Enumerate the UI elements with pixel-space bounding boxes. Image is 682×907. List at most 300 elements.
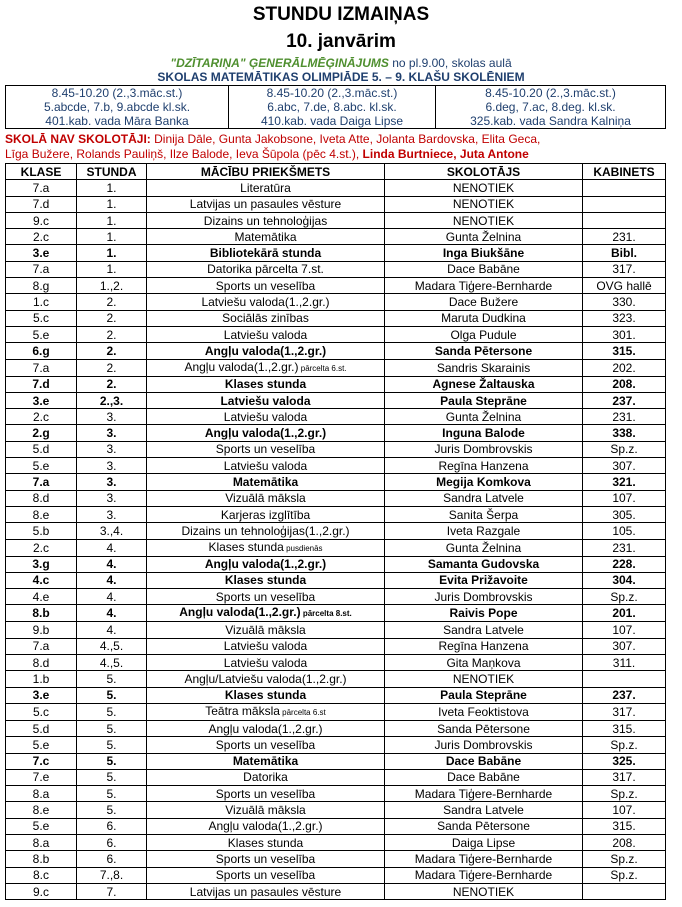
kabinets-cell: 304. — [583, 572, 666, 588]
table-row — [6, 326, 666, 342]
table-row — [6, 409, 666, 425]
absent-line1: Dinija Dāle, Gunta Jakobsone, Iveta Atte, Jolanta Bardovska, Elita Geca, — [150, 132, 541, 146]
col-skolotajs: SKOLOTĀJS — [385, 164, 583, 180]
klase-cell: 8.e — [6, 802, 77, 818]
klase-cell: 3.e — [6, 245, 77, 261]
klase-cell: 5.e — [6, 737, 77, 753]
skolotajs-cell: Paula Steprāne — [385, 687, 583, 703]
subject-text: Matemātika — [232, 474, 299, 489]
stunda-cell: 1. — [77, 196, 147, 212]
subject-text: Klases stunda — [224, 688, 307, 703]
subject-text: Klases stunda — [224, 377, 307, 392]
prieksmets-cell — [147, 883, 385, 899]
kabinets-cell: 208. — [583, 834, 666, 850]
prieksmets-cell — [147, 589, 385, 605]
klase-cell: 3.e — [6, 687, 77, 703]
table-row — [6, 376, 666, 392]
skolotajs-cell: Samanta Gudovska — [385, 556, 583, 572]
olympiad-room: 410.kab. vada Daiga Lipse — [260, 114, 404, 128]
klase-cell: 8.c — [6, 867, 77, 883]
olympiad-classes: 6.abc, 7.de, 8.abc. kl.sk. — [267, 100, 397, 114]
olympiad-cell — [229, 86, 436, 129]
kabinets-cell: 315. — [583, 343, 666, 359]
subject-text: Datorika — [243, 770, 288, 785]
klase-cell: 5.d — [6, 441, 77, 457]
skolotajs-cell: Raivis Pope — [385, 605, 583, 622]
skolotajs-cell: Inga Biukšāne — [385, 245, 583, 261]
table-row — [6, 441, 666, 457]
skolotajs-cell: NENOTIEK — [385, 180, 583, 196]
klase-cell: 8.e — [6, 506, 77, 522]
skolotajs-cell: Gunta Želnina — [385, 229, 583, 245]
klase-cell: 3.g — [6, 556, 77, 572]
kabinets-cell: 231. — [583, 539, 666, 556]
table-row — [6, 769, 666, 785]
skolotajs-cell: Gunta Želnina — [385, 409, 583, 425]
stunda-cell: 2. — [77, 294, 147, 310]
skolotajs-cell: Sandra Latvele — [385, 802, 583, 818]
subject-text: Latviešu valoda — [223, 655, 308, 670]
table-row — [6, 392, 666, 408]
stunda-cell: 3.,4. — [77, 523, 147, 539]
stunda-cell: 5. — [77, 786, 147, 802]
kabinets-cell: 301. — [583, 326, 666, 342]
olympiad-cell — [6, 86, 229, 129]
skolotajs-cell: Evita Prižavoite — [385, 572, 583, 588]
skolotajs-cell: NENOTIEK — [385, 212, 583, 228]
subject-text: Sports un veselība — [215, 737, 316, 752]
stunda-cell: 1. — [77, 245, 147, 261]
table-header — [6, 164, 666, 180]
table-row — [6, 310, 666, 326]
kabinets-cell: 231. — [583, 409, 666, 425]
kabinets-cell: 202. — [583, 359, 666, 376]
kabinets-cell: 323. — [583, 310, 666, 326]
klase-cell: 5.d — [6, 720, 77, 736]
absent-teachers — [5, 132, 677, 162]
stunda-cell: 2. — [77, 326, 147, 342]
prieksmets-cell — [147, 720, 385, 736]
prieksmets-cell — [147, 867, 385, 883]
stunda-cell: 5. — [77, 687, 147, 703]
klase-cell: 3.e — [6, 392, 77, 408]
prieksmets-cell — [147, 737, 385, 753]
subject-text: Sports un veselība — [215, 278, 316, 293]
subject-text: Sports un veselība — [215, 786, 316, 801]
stunda-cell: 5. — [77, 671, 147, 687]
skolotajs-cell: Sanda Pētersone — [385, 818, 583, 834]
table-row — [6, 687, 666, 703]
stunda-cell: 3. — [77, 458, 147, 474]
kabinets-cell: 228. — [583, 556, 666, 572]
subject-text: Angļu valoda(1.,2.gr.) — [208, 819, 323, 834]
table-row — [6, 703, 666, 720]
prieksmets-cell — [147, 261, 385, 277]
table-row — [6, 720, 666, 736]
skolotajs-cell: Maruta Dudkina — [385, 310, 583, 326]
skolotajs-cell: Regīna Hanzena — [385, 638, 583, 654]
kabinets-cell: OVG hallē — [583, 278, 666, 294]
stunda-cell: 5. — [77, 720, 147, 736]
prieksmets-cell — [147, 490, 385, 506]
subject-text: Angļu valoda(1.,2.gr.) — [184, 359, 299, 374]
page-title: STUNDU IZMAIŅAS — [252, 4, 430, 25]
subject-text: Latviešu valoda — [223, 409, 308, 424]
skolotajs-cell: Sandra Latvele — [385, 622, 583, 638]
subject-text: Dizains un tehnoloģijas(1.,2.gr.) — [181, 523, 350, 538]
prieksmets-cell — [147, 605, 385, 622]
prieksmets-cell — [147, 753, 385, 769]
subject-text: Matemātika — [232, 754, 299, 769]
kabinets-cell: 307. — [583, 638, 666, 654]
skolotajs-cell: Sandra Latvele — [385, 490, 583, 506]
subject-text: Latviešu valoda — [220, 393, 311, 408]
kabinets-cell — [583, 671, 666, 687]
table-row — [6, 490, 666, 506]
kabinets-cell: 311. — [583, 655, 666, 671]
kabinets-cell: Sp.z. — [583, 441, 666, 457]
stunda-cell: 3. — [77, 425, 147, 441]
subject-text: Sports un veselība — [215, 851, 316, 866]
stunda-cell: 2. — [77, 343, 147, 359]
subject-note: pārcelta 8.st. — [300, 609, 352, 619]
table-row — [6, 425, 666, 441]
klase-cell: 4.c — [6, 572, 77, 588]
table-row — [6, 802, 666, 818]
klase-cell: 7.c — [6, 753, 77, 769]
prieksmets-cell — [147, 506, 385, 522]
stunda-cell: 1. — [77, 212, 147, 228]
stunda-cell: 1.,2. — [77, 278, 147, 294]
kabinets-cell: Bibl. — [583, 245, 666, 261]
subject-text: Latviešu valoda — [223, 639, 308, 654]
kabinets-cell: 305. — [583, 506, 666, 522]
subject-text: Angļu valoda(1.,2.gr.) — [208, 721, 323, 736]
subject-text: Latvijas un pasaules vēsture — [189, 884, 342, 899]
kabinets-cell: 307. — [583, 458, 666, 474]
stunda-cell: 2.,3. — [77, 392, 147, 408]
stunda-cell: 3. — [77, 474, 147, 490]
subject-text: Literatūra — [240, 180, 291, 195]
prieksmets-cell — [147, 769, 385, 785]
prieksmets-cell — [147, 359, 385, 376]
kabinets-cell: 231. — [583, 229, 666, 245]
table-row — [6, 556, 666, 572]
skolotajs-cell: Sanda Pētersone — [385, 720, 583, 736]
klase-cell: 2.g — [6, 425, 77, 441]
prieksmets-cell — [147, 326, 385, 342]
subject-text: Latviešu valoda — [223, 458, 308, 473]
olympiad-classes: 6.deg, 7.ac, 8.deg. kl.sk. — [485, 100, 616, 114]
col-klase: KLASE — [6, 164, 77, 180]
skolotajs-cell: Megija Komkova — [385, 474, 583, 490]
kabinets-cell: 315. — [583, 720, 666, 736]
kabinets-cell: Sp.z. — [583, 786, 666, 802]
stunda-cell: 4. — [77, 605, 147, 622]
kabinets-cell: 317. — [583, 769, 666, 785]
klase-cell: 5.b — [6, 523, 77, 539]
table-row — [6, 753, 666, 769]
subject-text: Sports un veselība — [215, 589, 316, 604]
klase-cell: 7.d — [6, 196, 77, 212]
stunda-cell: 6. — [77, 851, 147, 867]
prieksmets-cell — [147, 392, 385, 408]
skolotajs-cell: Regīna Hanzena — [385, 458, 583, 474]
prieksmets-cell — [147, 687, 385, 703]
subject-text: Karjeras izglītība — [220, 507, 311, 522]
table-row — [6, 506, 666, 522]
table-row — [6, 622, 666, 638]
prieksmets-cell — [147, 376, 385, 392]
table-row — [6, 458, 666, 474]
kabinets-cell: 107. — [583, 622, 666, 638]
subject-text: Angļu valoda(1.,2.gr.) — [204, 426, 327, 441]
kabinets-cell — [583, 212, 666, 228]
stunda-cell: 4. — [77, 572, 147, 588]
table-row — [6, 474, 666, 490]
kabinets-cell: 317. — [583, 703, 666, 720]
skolotajs-cell: Dace Babāne — [385, 261, 583, 277]
stunda-cell: 3. — [77, 506, 147, 522]
skolotajs-cell: NENOTIEK — [385, 671, 583, 687]
table-row — [6, 605, 666, 622]
klase-cell: 1.c — [6, 294, 77, 310]
col-prieksmets: MĀCĪBU PRIEKŠMETS — [147, 164, 385, 180]
stunda-cell: 3. — [77, 409, 147, 425]
olympiad-table — [5, 85, 666, 129]
table-row — [6, 229, 666, 245]
prieksmets-cell — [147, 278, 385, 294]
kabinets-cell — [583, 196, 666, 212]
skolotajs-cell: Agnese Žaltauska — [385, 376, 583, 392]
stunda-cell: 4. — [77, 622, 147, 638]
prieksmets-cell — [147, 622, 385, 638]
stunda-cell: 2. — [77, 376, 147, 392]
skolotajs-cell: Sanda Pētersone — [385, 343, 583, 359]
prieksmets-cell — [147, 474, 385, 490]
table-row — [6, 212, 666, 228]
subject-text: Angļu/Latviešu valoda(1.,2.gr.) — [184, 671, 347, 686]
prieksmets-cell — [147, 556, 385, 572]
table-row — [6, 834, 666, 850]
stunda-cell: 4.,5. — [77, 638, 147, 654]
prieksmets-cell — [147, 572, 385, 588]
skolotajs-cell: NENOTIEK — [385, 196, 583, 212]
skolotajs-cell: Juris Dombrovskis — [385, 737, 583, 753]
prieksmets-cell — [147, 818, 385, 834]
subject-text: Angļu valoda(1.,2.gr.) — [179, 605, 301, 620]
skolotajs-cell: Madara Tiģere-Bernharde — [385, 851, 583, 867]
olympiad-classes: 5.abcde, 7.b, 9.abcde kl.sk. — [43, 100, 191, 114]
col-kabinets: KABINETS — [583, 164, 666, 180]
table-row — [6, 180, 666, 196]
skolotajs-cell: Gunta Želnina — [385, 539, 583, 556]
klase-cell: 8.a — [6, 834, 77, 850]
klase-cell: 1.b — [6, 671, 77, 687]
olympiad-room: 325.kab. vada Sandra Kalniņa — [470, 114, 631, 128]
prieksmets-cell — [147, 441, 385, 457]
table-row — [6, 737, 666, 753]
prieksmets-cell — [147, 343, 385, 359]
kabinets-cell: 330. — [583, 294, 666, 310]
kabinets-cell: 201. — [583, 605, 666, 622]
skolotajs-cell: Dace Babāne — [385, 769, 583, 785]
skolotajs-cell: Madara Tiģere-Bernharde — [385, 867, 583, 883]
stunda-cell: 1. — [77, 180, 147, 196]
stunda-cell: 4. — [77, 589, 147, 605]
changes-table — [5, 163, 666, 900]
klase-cell: 4.e — [6, 589, 77, 605]
kabinets-cell: Sp.z. — [583, 737, 666, 753]
rehearsal-notice — [0, 56, 682, 70]
table-row — [6, 851, 666, 867]
kabinets-cell: 208. — [583, 376, 666, 392]
table-row — [6, 638, 666, 654]
table-row — [6, 867, 666, 883]
absent-label: SKOLĀ NAV SKOLOTĀJI: — [5, 132, 151, 146]
subject-text: Angļu valoda(1.,2.gr.) — [204, 557, 327, 572]
klase-cell: 5.e — [6, 326, 77, 342]
subject-text: Sports un veselība — [215, 868, 316, 883]
olympiad-cell — [436, 86, 666, 129]
stunda-cell: 5. — [77, 703, 147, 720]
stunda-cell: 5. — [77, 753, 147, 769]
klase-cell: 8.d — [6, 490, 77, 506]
stunda-cell: 5. — [77, 802, 147, 818]
kabinets-cell: Sp.z. — [583, 589, 666, 605]
prieksmets-cell — [147, 638, 385, 654]
prieksmets-cell — [147, 671, 385, 687]
subject-text: Angļu valoda(1.,2.gr.) — [204, 343, 327, 358]
prieksmets-cell — [147, 310, 385, 326]
klase-cell: 9.c — [6, 212, 77, 228]
stunda-cell: 2. — [77, 359, 147, 376]
subject-text: Klases stunda — [224, 573, 307, 588]
kabinets-cell: 321. — [583, 474, 666, 490]
prieksmets-cell — [147, 834, 385, 850]
stunda-cell: 6. — [77, 834, 147, 850]
table-row — [6, 523, 666, 539]
klase-cell: 5.c — [6, 703, 77, 720]
prieksmets-cell — [147, 458, 385, 474]
subject-note: pārcelta 6.st — [279, 707, 326, 717]
kabinets-cell — [583, 883, 666, 899]
stunda-cell: 4. — [77, 556, 147, 572]
klase-cell: 7.e — [6, 769, 77, 785]
table-row — [6, 572, 666, 588]
klase-cell: 8.b — [6, 851, 77, 867]
prieksmets-cell — [147, 212, 385, 228]
page-date: 10. janvārim — [286, 31, 396, 52]
rehearsal-rest: no pl.9.00, skolas aulā — [388, 56, 512, 70]
stunda-cell: 3. — [77, 490, 147, 506]
skolotajs-cell: Iveta Razgale — [385, 523, 583, 539]
skolotajs-cell: NENOTIEK — [385, 883, 583, 899]
klase-cell: 8.g — [6, 278, 77, 294]
subject-text: Klases stunda — [208, 539, 284, 554]
kabinets-cell: Sp.z. — [583, 867, 666, 883]
stunda-cell: 1. — [77, 229, 147, 245]
kabinets-cell: 237. — [583, 392, 666, 408]
prieksmets-cell — [147, 180, 385, 196]
prieksmets-cell — [147, 245, 385, 261]
skolotajs-cell: Madara Tiģere-Bernharde — [385, 278, 583, 294]
skolotajs-cell: Juris Dombrovskis — [385, 441, 583, 457]
skolotajs-cell: Inguna Balode — [385, 425, 583, 441]
skolotajs-cell: Gita Maņkova — [385, 655, 583, 671]
kabinets-cell: 107. — [583, 802, 666, 818]
klase-cell: 7.a — [6, 474, 77, 490]
table-row — [6, 261, 666, 277]
stunda-cell: 7.,8. — [77, 867, 147, 883]
olympiad-title: SKOLAS MATEMĀTIKAS OLIMPIĀDE 5. – 9. KLAŠU SKOLĒNIEM — [157, 70, 525, 84]
col-stunda: STUNDA — [77, 164, 147, 180]
klase-cell: 8.b — [6, 605, 77, 622]
rehearsal-highlight: "DZĪTARIŅA" ĢENERĀLMĒĢINĀJUMS — [170, 56, 389, 70]
prieksmets-cell — [147, 703, 385, 720]
prieksmets-cell — [147, 229, 385, 245]
klase-cell: 8.d — [6, 655, 77, 671]
skolotajs-cell: Sanita Šerpa — [385, 506, 583, 522]
table-row — [6, 294, 666, 310]
stunda-cell: 1. — [77, 261, 147, 277]
olympiad-time: 8.45-10.20 (2.,3.māc.st.) — [485, 86, 616, 100]
klase-cell: 7.a — [6, 638, 77, 654]
kabinets-cell: 317. — [583, 261, 666, 277]
klase-cell: 6.g — [6, 343, 77, 359]
klase-cell: 9.b — [6, 622, 77, 638]
skolotajs-cell: Daiga Lipse — [385, 834, 583, 850]
prieksmets-cell — [147, 802, 385, 818]
table-body — [6, 180, 666, 900]
kabinets-cell: 315. — [583, 818, 666, 834]
klase-cell: 8.a — [6, 786, 77, 802]
subject-text: Latviešu valoda(1.,2.gr.) — [201, 295, 330, 310]
prieksmets-cell — [147, 786, 385, 802]
absent-line2-bold: Linda Burtniece, Juta Antone — [359, 147, 529, 161]
klase-cell: 2.c — [6, 539, 77, 556]
kabinets-cell: 325. — [583, 753, 666, 769]
subject-text: Klases stunda — [227, 835, 304, 850]
prieksmets-cell — [147, 523, 385, 539]
subject-text: Datorika pārcelta 7.st. — [207, 262, 324, 277]
subject-note: pārcelta 6.st. — [298, 363, 347, 373]
kabinets-cell: 105. — [583, 523, 666, 539]
stunda-cell: 2. — [77, 310, 147, 326]
kabinets-cell: 107. — [583, 490, 666, 506]
klase-cell: 7.a — [6, 261, 77, 277]
skolotajs-cell: Madara Tiģere-Bernharde — [385, 786, 583, 802]
subject-text: Bibliotekārā stunda — [209, 246, 322, 261]
table-row — [6, 883, 666, 899]
table-row — [6, 589, 666, 605]
skolotajs-cell: Sandris Skarainis — [385, 359, 583, 376]
subject-text: Vizuālā māksla — [225, 803, 306, 818]
prieksmets-cell — [147, 425, 385, 441]
skolotajs-cell: Dace Babāne — [385, 753, 583, 769]
klase-cell: 5.c — [6, 310, 77, 326]
table-row — [6, 359, 666, 376]
stunda-cell: 7. — [77, 883, 147, 899]
klase-cell: 2.c — [6, 229, 77, 245]
subject-text: Matemātika — [234, 229, 297, 244]
table-row — [6, 343, 666, 359]
kabinets-cell — [583, 180, 666, 196]
stunda-cell: 3. — [77, 441, 147, 457]
subject-text: Latvijas un pasaules vēsture — [189, 197, 342, 212]
stunda-cell: 5. — [77, 769, 147, 785]
skolotajs-cell: Olga Pudule — [385, 326, 583, 342]
